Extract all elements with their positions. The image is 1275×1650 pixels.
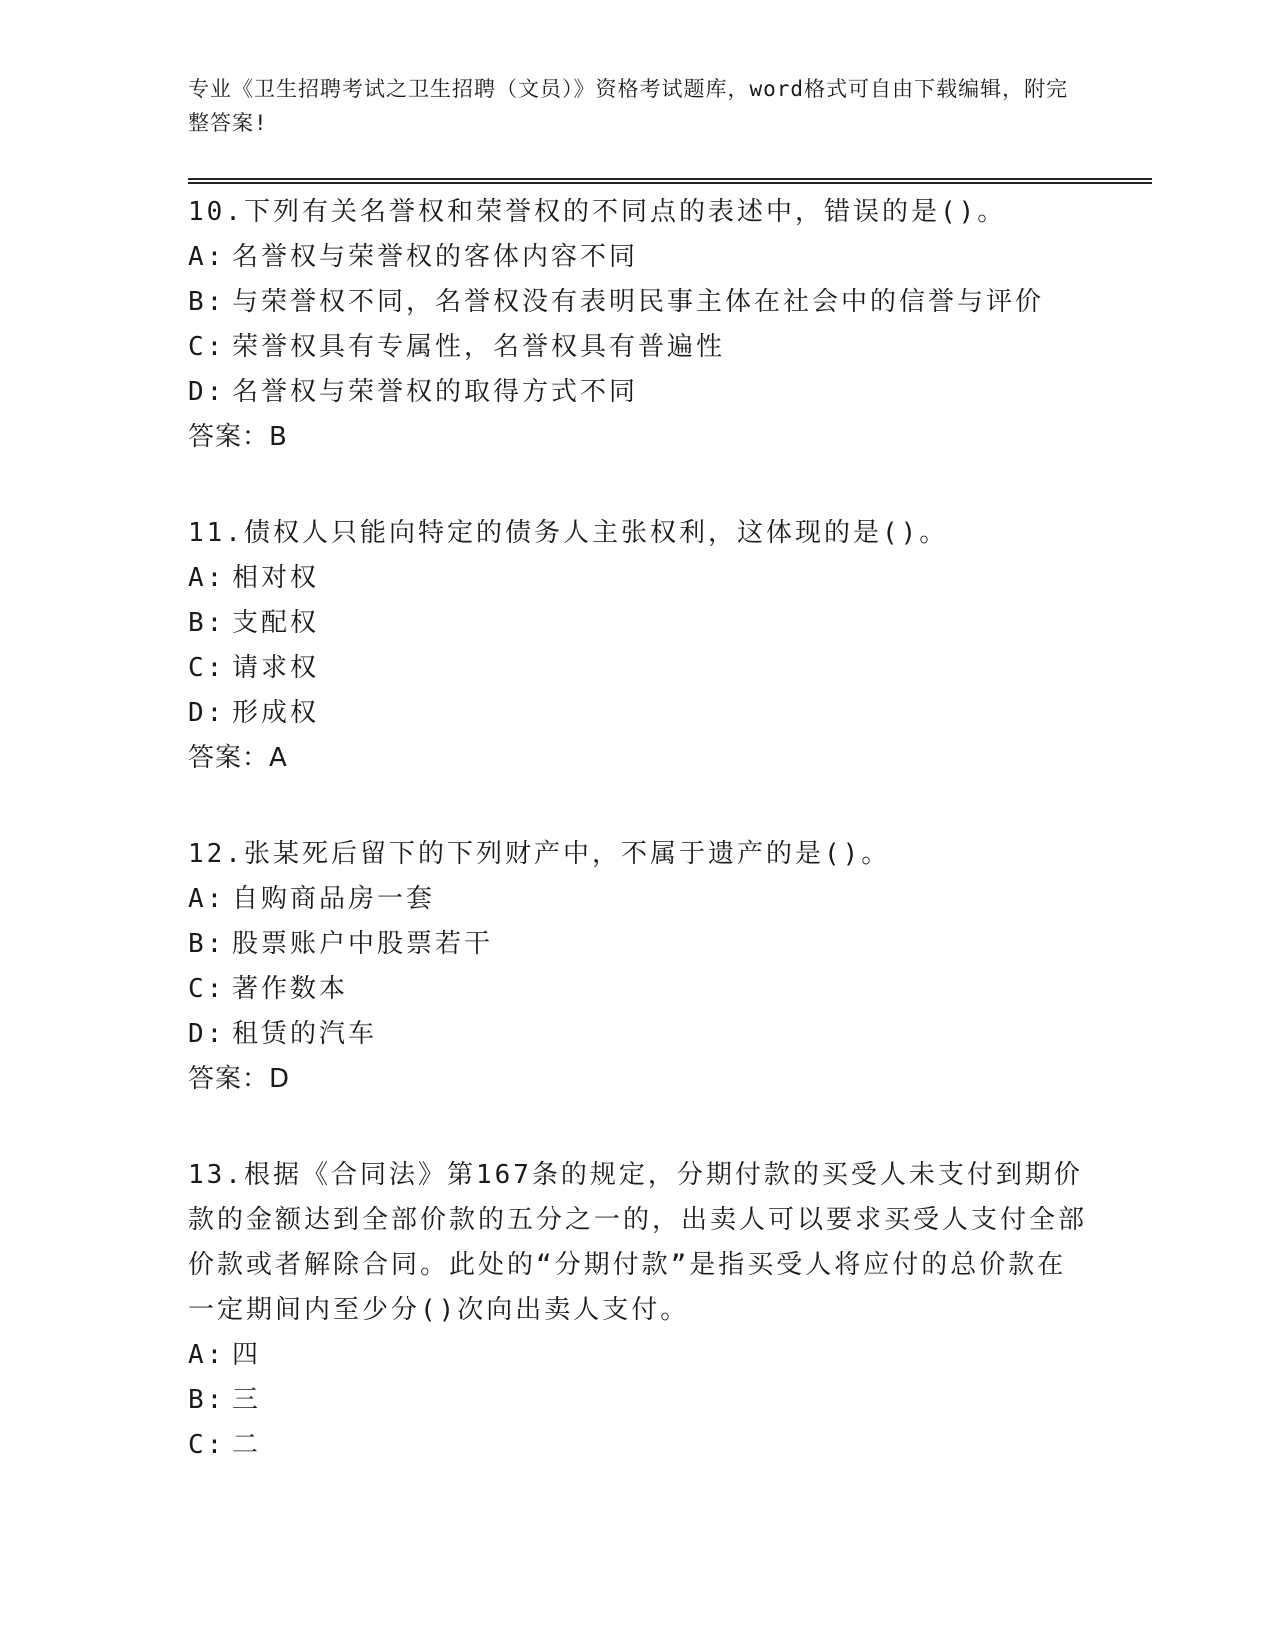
question-10 (188, 190, 1088, 460)
option-letter: B: (188, 287, 226, 317)
option-letter: B: (188, 608, 226, 638)
option-a (188, 235, 1088, 280)
option-c (188, 646, 1088, 691)
option-text: 三 (232, 1385, 262, 1415)
header-double-rule (188, 178, 1152, 184)
option-text: 请求权 (232, 653, 320, 683)
question-list (188, 190, 1088, 1519)
option-letter: C: (188, 1430, 226, 1460)
answer-line: 答案：B (188, 422, 288, 452)
option-b (188, 601, 1088, 646)
option-letter: D: (188, 1019, 226, 1049)
option-text: 相对权 (232, 563, 320, 593)
option-text: 自购商品房一套 (232, 884, 436, 914)
option-d (188, 691, 1088, 736)
option-a (188, 1333, 1088, 1378)
option-letter: B: (188, 1385, 226, 1415)
question-13 (188, 1153, 1088, 1468)
option-b (188, 1378, 1088, 1423)
question-11 (188, 511, 1088, 781)
option-a (188, 877, 1088, 922)
option-text: 与荣誉权不同，名誉权没有表明民事主体在社会中的信誉与评价 (232, 287, 1045, 317)
option-text: 名誉权与荣誉权的客体内容不同 (232, 242, 639, 272)
option-letter: A: (188, 563, 226, 593)
option-a (188, 556, 1088, 601)
option-b (188, 280, 1088, 325)
question-text: 11.债权人只能向特定的债务人主张权利，这体现的是()。 (188, 518, 949, 548)
option-b (188, 922, 1088, 967)
answer-line: 答案：A (188, 743, 288, 773)
option-letter: C: (188, 332, 226, 362)
option-text: 二 (232, 1430, 262, 1460)
option-text: 名誉权与荣誉权的取得方式不同 (232, 377, 639, 407)
option-text: 荣誉权具有专属性，名誉权具有普遍性 (232, 332, 726, 362)
option-letter: D: (188, 698, 226, 728)
question-text: 12.张某死后留下的下列财产中，不属于遗产的是()。 (188, 839, 891, 869)
answer-line: 答案：D (188, 1064, 291, 1094)
option-letter: A: (188, 884, 226, 914)
document-header: 专业《卫生招聘考试之卫生招聘（文员）》资格考试题库，word格式可自由下载编辑，附完整答案! (188, 77, 1069, 135)
question-text: 10.下列有关名誉权和荣誉权的不同点的表述中，错误的是()。 (188, 197, 1007, 227)
option-letter: C: (188, 974, 226, 1004)
option-d (188, 370, 1088, 415)
option-text: 支配权 (232, 608, 320, 638)
option-text: 股票账户中股票若干 (232, 929, 494, 959)
option-letter: B: (188, 929, 226, 959)
question-text: 13.根据《合同法》第167条的规定，分期付款的买受人未支付到期价款的金额达到全部价款的五分之一的，出卖人可以要求买受人支付全部价款或者解除合同。此处的“分期付款”是指买受人将应付的总价款在一定期间内至少分()次向出卖人支付。 (188, 1160, 1088, 1325)
option-letter: A: (188, 242, 226, 272)
option-letter: C: (188, 653, 226, 683)
option-c (188, 1423, 1088, 1468)
option-text: 形成权 (232, 698, 320, 728)
option-text: 著作数本 (232, 974, 349, 1004)
option-letter: D: (188, 377, 226, 407)
option-c (188, 325, 1088, 370)
question-12 (188, 832, 1088, 1102)
option-c (188, 967, 1088, 1012)
option-d (188, 1012, 1088, 1057)
option-letter: A: (188, 1340, 226, 1370)
option-text: 四 (232, 1340, 262, 1370)
option-text: 租赁的汽车 (232, 1019, 378, 1049)
